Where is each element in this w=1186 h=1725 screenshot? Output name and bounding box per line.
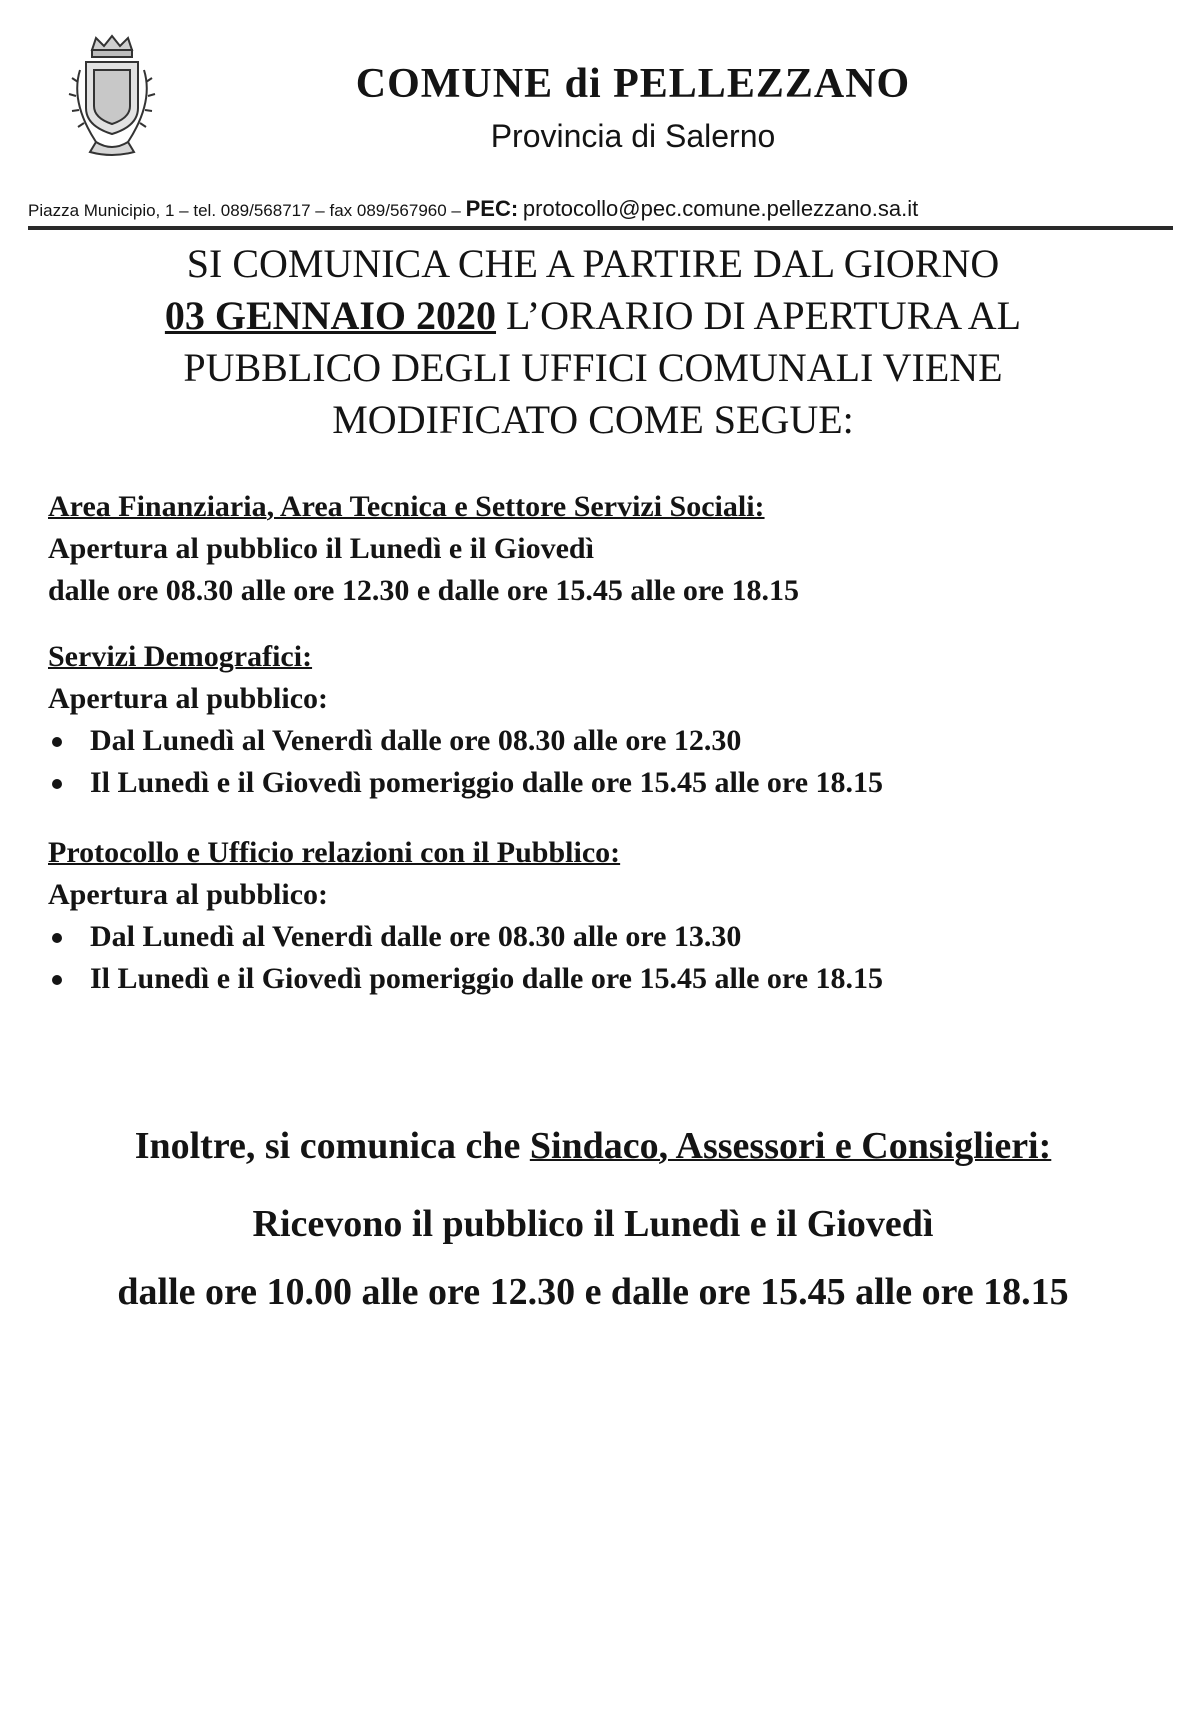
address-phone-fax: Piazza Municipio, 1 – tel. 089/568717 – fax 089/567960 – [28, 201, 466, 220]
officials-notice-line-1 [0, 1124, 1186, 1168]
section-intro: Apertura al pubblico: [48, 682, 329, 715]
announcement-line-2 [0, 290, 1186, 342]
list-item: Il Lunedì e il Giovedì pomeriggio dalle ore 15.45 alle ore 18.15 [48, 958, 1168, 1000]
announcement-line-4: MODIFICATO COME SEGUE: [332, 397, 854, 442]
announcement-line-3: PUBBLICO DEGLI UFFICI COMUNALI VIENE [183, 345, 1003, 390]
municipality-name: COMUNE di PELLEZZANO [355, 61, 911, 107]
officials-notice-line-3: dalle ore 10.00 alle ore 12.30 e dalle ore 15.45 alle ore 18.15 [117, 1271, 1069, 1313]
list-item: Dal Lunedì al Venerdì dalle ore 08.30 alle ore 13.30 [48, 916, 1168, 958]
officials-notice-line-2: Ricevono il pubblico il Lunedì e il Giovedì [252, 1203, 934, 1245]
officials-label: Sindaco, Assessori e Consiglieri: [529, 1125, 1052, 1167]
section-line: Apertura al pubblico il Lunedì e il Giovedì [48, 532, 594, 565]
announcement [0, 238, 1186, 446]
contact-info [28, 196, 918, 222]
section-line: dalle ore 08.30 alle ore 12.30 e dalle ore 15.45 alle ore 18.15 [48, 574, 799, 607]
section-title: Area Finanziaria, Area Tecnica e Settore Servizi Sociali: [48, 490, 765, 523]
effective-date: 03 GENNAIO 2020 [164, 293, 497, 338]
bullet-list [48, 916, 1168, 1000]
pec-label: PEC: [465, 196, 519, 221]
section-intro: Apertura al pubblico: [48, 878, 329, 911]
announcement-line-2-rest: L’ORARIO DI APERTURA AL [496, 293, 1022, 338]
header-divider [28, 226, 1173, 230]
section-title: Servizi Demografici: [48, 640, 313, 673]
section-protocol-urp [48, 832, 1168, 1000]
notice-prefix: Inoltre, si comunica che [134, 1125, 530, 1167]
section-demographic-services [48, 636, 1168, 804]
section-title: Protocollo e Ufficio relazioni con il Pubblico: [48, 836, 621, 869]
section-finance-technical-social [48, 486, 1168, 612]
list-item: Dal Lunedì al Venerdì dalle ore 08.30 alle ore 12.30 [48, 720, 1168, 762]
list-item: Il Lunedì e il Giovedì pomeriggio dalle ore 15.45 alle ore 18.15 [48, 762, 1168, 804]
pec-email: protocollo@pec.comune.pellezzano.sa.it [522, 196, 919, 221]
province-name: Provincia di Salerno [490, 118, 776, 154]
bullet-list [48, 720, 1168, 804]
announcement-line-1: SI COMUNICA CHE A PARTIRE DAL GIORNO [186, 241, 1000, 286]
